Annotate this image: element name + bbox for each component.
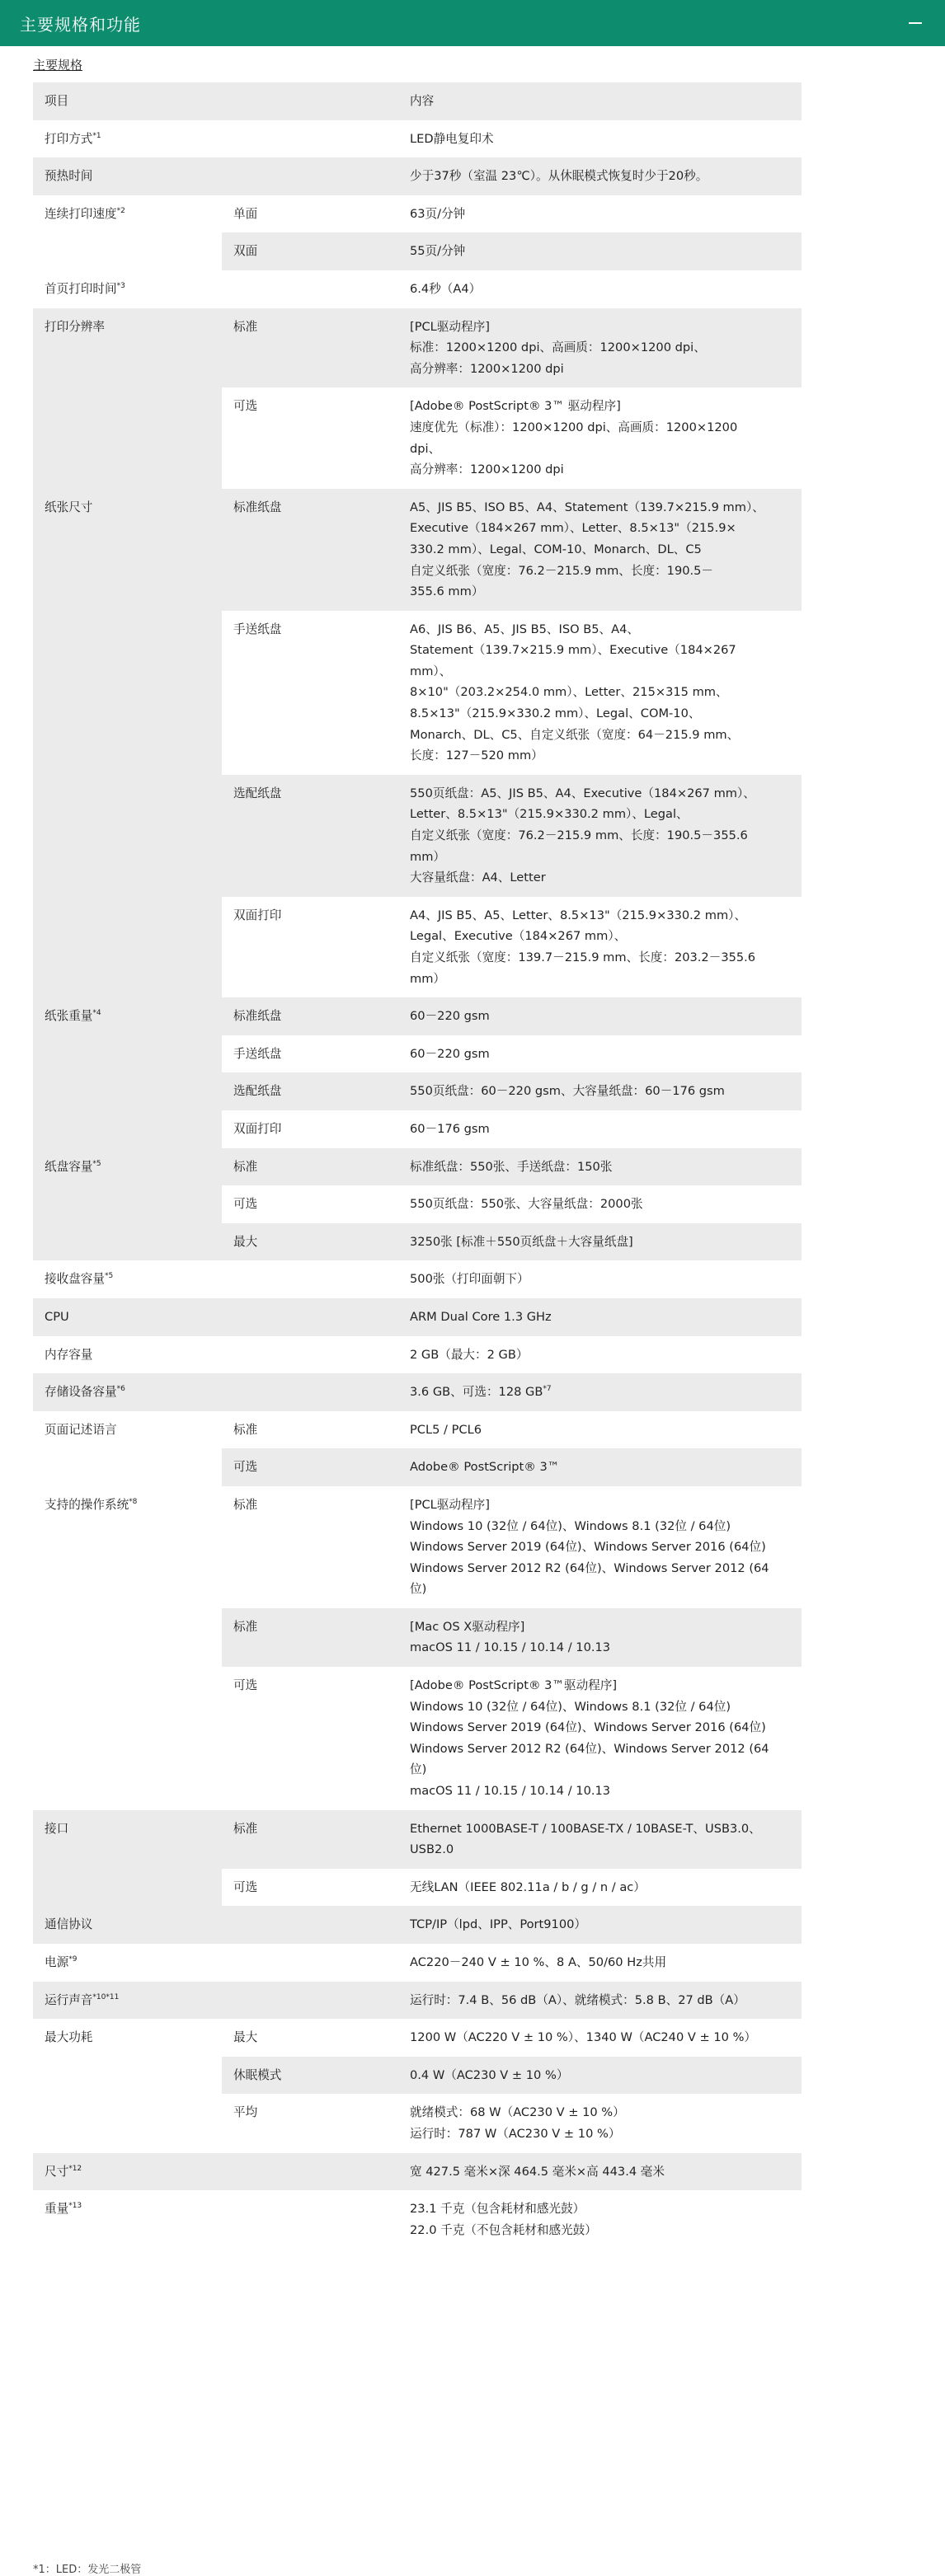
value-line: 宽 427.5 毫米×深 464.5 毫米×高 443.4 毫米 <box>410 2164 665 2179</box>
row-sublabel: 标准 <box>233 319 258 334</box>
row-value <box>398 489 802 611</box>
value-line: mm） <box>410 971 446 986</box>
row-sublabel: 单面 <box>233 206 258 221</box>
footnote-ref: *2 <box>116 206 125 215</box>
section-title: 主要规格和功能 <box>20 14 141 35</box>
row-label-text: 预热时间 <box>45 169 93 184</box>
table-row <box>33 775 802 897</box>
row-label <box>33 1336 222 1374</box>
value-line: 60－220 gsm <box>410 1009 490 1024</box>
row-label <box>33 2019 222 2057</box>
row-value <box>398 1608 802 1667</box>
row-value <box>398 1448 802 1486</box>
value-line: Ethernet 1000BASE-T / 100BASE-TX / 10BASE-T、USB3.0、 <box>410 1821 761 1836</box>
value-line: 运行时：787 W（AC230 V ± 10 %） <box>410 2126 621 2141</box>
footnote-ref: *5 <box>104 1272 114 1281</box>
value-line: 6.4秒（A4） <box>410 281 482 296</box>
row-value <box>398 1110 802 1148</box>
value-line: Legal、Executive（184×267 mm）、 <box>410 929 627 944</box>
value-line: 自定义纸张（宽度：76.2－215.9 mm、长度：190.5－ <box>410 563 714 578</box>
row-value <box>398 1260 802 1298</box>
row-sublabel: 双面 <box>233 244 258 259</box>
table-row <box>33 1110 802 1148</box>
row-sublabel: 标准 <box>233 1159 258 1174</box>
table-row <box>33 1906 802 1944</box>
table-row <box>33 997 802 1035</box>
row-label <box>33 308 222 388</box>
footnote-ref: *12 <box>68 2164 82 2173</box>
row-label <box>33 2190 222 2249</box>
row-sublabel: 手送纸盘 <box>233 622 282 636</box>
table-row <box>33 1035 802 1073</box>
row-label-text: 打印分辨率 <box>45 319 105 334</box>
table-row <box>33 1486 802 1608</box>
row-label-text: 支持的操作系统$^{*8}$ <box>45 1497 138 1512</box>
row-value <box>398 270 802 308</box>
value-line: macOS 11 / 10.15 / 10.14 / 10.13 <box>410 1640 611 1655</box>
row-sublabel: 可选 <box>233 1678 258 1693</box>
footnote-ref: *3 <box>116 282 125 291</box>
row-sublabel <box>222 157 398 195</box>
value-line: 550页纸盘：550张、大容量纸盘：2000张 <box>410 1197 643 1212</box>
row-label <box>33 1810 222 1869</box>
table-row <box>33 1944 802 1982</box>
table-row <box>33 1336 802 1374</box>
row-value <box>398 1869 802 1907</box>
row-label <box>33 1486 222 1608</box>
row-label <box>33 120 222 158</box>
table-row <box>33 195 802 233</box>
row-label <box>33 1608 222 1667</box>
value-line: USB2.0 <box>410 1842 454 1857</box>
row-value <box>398 1148 802 1186</box>
row-sublabel: 可选 <box>233 1879 258 1894</box>
row-value <box>398 1072 802 1110</box>
row-sublabel: 双面打印 <box>233 1121 282 1136</box>
table-row <box>33 1223 802 1261</box>
value-line: Windows Server 2019 (64位)、Windows Server 2016 (64位) <box>410 1540 766 1555</box>
value-line: 550页纸盘：60－220 gsm、大容量纸盘：60－176 gsm <box>410 1084 725 1099</box>
value-line: 8×10"（203.2×254.0 mm）、Letter、215×315 mm、 <box>410 685 728 700</box>
row-value <box>398 2153 802 2191</box>
table-row <box>33 2094 802 2152</box>
value-line: Adobe® PostScript® 3™ <box>410 1460 560 1475</box>
row-sublabel <box>222 1336 398 1374</box>
value-line: 高分辨率：1200×1200 dpi <box>410 361 564 376</box>
row-label-text: 纸张尺寸 <box>45 500 93 514</box>
row-value <box>398 1298 802 1336</box>
minus-icon[interactable] <box>907 15 924 31</box>
row-label <box>33 1035 222 1073</box>
row-value <box>398 195 802 233</box>
row-label <box>33 1148 222 1186</box>
table-row <box>33 1072 802 1110</box>
row-sublabel <box>222 2190 398 2249</box>
row-sublabel: 标准 <box>233 1497 258 1512</box>
row-value <box>398 1667 802 1810</box>
row-sublabel <box>222 1944 398 1982</box>
row-label-text: 电源$^{*9}$ <box>45 1955 78 1969</box>
value-line: LED静电复印术 <box>410 131 494 146</box>
value-line: 标准：1200×1200 dpi、高画质：1200×1200 dpi、 <box>410 340 706 355</box>
row-label-text: 尺寸$^{*12}$ <box>45 2164 82 2179</box>
row-value <box>398 2094 802 2152</box>
value-line: 自定义纸张（宽度：139.7－215.9 mm、长度：203.2－355.6 <box>410 950 756 964</box>
value-line: mm）、 <box>410 664 452 678</box>
row-sublabel <box>222 1373 398 1411</box>
value-line: 速度优先（标准）：1200×1200 dpi、高画质：1200×1200 <box>410 420 738 434</box>
value-line: 8.5×13"（215.9×330.2 mm）、Legal、COM-10、 <box>410 706 701 721</box>
value-line: 运行时：7.4 B、56 dB（A）、就绪模式：5.8 B、27 dB（A） <box>410 1992 745 2007</box>
row-label <box>33 1072 222 1110</box>
row-value <box>398 1486 802 1608</box>
row-label <box>33 489 222 611</box>
value-line: 550页纸盘：A5、JIS B5、A4、Executive（184×267 mm）、 <box>410 786 755 800</box>
row-value <box>398 1906 802 1944</box>
value-line: 就绪模式：68 W（AC230 V ± 10 %） <box>410 2105 625 2120</box>
row-value <box>398 1982 802 2020</box>
row-label <box>33 1298 222 1336</box>
value-line: A5、JIS B5、ISO B5、A4、Statement（139.7×215.9 mm）、 <box>410 500 764 514</box>
row-sublabel: 标准 <box>233 1619 258 1634</box>
value-line: 3.6 GB、可选：128 GB$^{*7}$ <box>410 1385 552 1400</box>
footnote-ref: *7 <box>543 1385 552 1394</box>
row-label <box>33 997 222 1035</box>
row-label <box>33 157 222 195</box>
row-label <box>33 2153 222 2191</box>
row-label <box>33 2057 222 2095</box>
row-value <box>398 611 802 775</box>
table-row <box>33 387 802 488</box>
row-label <box>33 1982 222 2020</box>
value-line: [Adobe® PostScript® 3™ 驱动程序] <box>410 399 621 414</box>
row-value <box>398 1944 802 1982</box>
row-label <box>33 1373 222 1411</box>
value-line: mm） <box>410 849 446 864</box>
value-line: 63页/分钟 <box>410 206 466 221</box>
row-sublabel: 手送纸盘 <box>233 1046 282 1061</box>
row-value <box>398 1810 802 1869</box>
footnote-ref: *10*11 <box>92 1992 120 2001</box>
row-value <box>398 308 802 388</box>
value-line: 大容量纸盘：A4、Letter <box>410 870 546 885</box>
value-line: A6、JIS B6、A5、JIS B5、ISO B5、A4、 <box>410 622 639 636</box>
row-sublabel: 可选 <box>233 1460 258 1475</box>
row-sublabel: 可选 <box>233 399 258 414</box>
row-label <box>33 195 222 233</box>
row-value <box>398 1223 802 1261</box>
row-sublabel <box>222 2153 398 2191</box>
table-row <box>33 1448 802 1486</box>
row-label <box>33 1906 222 1944</box>
row-label <box>33 1448 222 1486</box>
row-label-text: 纸盘容量$^{*5}$ <box>45 1159 101 1174</box>
row-label-text: 纸张重量$^{*4}$ <box>45 1009 101 1024</box>
value-line: [Mac OS X驱动程序] <box>410 1619 525 1634</box>
value-line: 60－176 gsm <box>410 1121 490 1136</box>
value-line: [PCL驱动程序] <box>410 1497 490 1512</box>
footnote-ref: *13 <box>68 2202 82 2211</box>
row-sublabel <box>222 1982 398 2020</box>
value-line: 1200 W（AC220 V ± 10 %）、1340 W（AC240 V ± 10 %） <box>410 2030 757 2045</box>
footnote-ref: *5 <box>92 1159 101 1168</box>
value-line: 0.4 W（AC230 V ± 10 %） <box>410 2067 569 2082</box>
row-label-text: 页面记述语言 <box>45 1422 117 1437</box>
table-row <box>33 2153 802 2191</box>
row-value <box>398 120 802 158</box>
value-line: Executive（184×267 mm）、Letter、8.5×13"（215.9× <box>410 521 736 536</box>
row-sublabel: 选配纸盘 <box>233 786 282 800</box>
row-value <box>398 1373 802 1411</box>
row-label <box>33 1110 222 1148</box>
header-content: 内容 <box>410 94 435 108</box>
row-value <box>398 2190 802 2249</box>
value-line: 高分辨率：1200×1200 dpi <box>410 462 564 477</box>
value-line: 60－220 gsm <box>410 1046 490 1061</box>
value-line: 少于37秒（室温 23℃）。从休眠模式恢复时少于20秒。 <box>410 169 708 184</box>
value-line: 自定义纸张（宽度：76.2－215.9 mm、长度：190.5－355.6 <box>410 828 748 843</box>
row-sublabel: 标准 <box>233 1422 258 1437</box>
row-value <box>398 897 802 997</box>
footnote: *1：LED：发光二极管 <box>33 2564 142 2576</box>
row-value <box>398 2057 802 2095</box>
table-row <box>33 2057 802 2095</box>
row-value <box>398 775 802 897</box>
row-label <box>33 897 222 997</box>
row-label-text: 运行声音$^{*10*11}$ <box>45 1992 120 2007</box>
value-line: 无线LAN（IEEE 802.11a / b / g / n / ac） <box>410 1879 646 1894</box>
row-label <box>33 1869 222 1907</box>
value-line: Windows Server 2019 (64位)、Windows Server 2016 (64位) <box>410 1720 766 1735</box>
value-line: [Adobe® PostScript® 3™驱动程序] <box>410 1678 618 1693</box>
row-sublabel <box>222 270 398 308</box>
value-line: 330.2 mm）、Legal、COM-10、Monarch、DL、C5 <box>410 542 702 556</box>
value-line: PCL5 / PCL6 <box>410 1422 482 1437</box>
row-label <box>33 1667 222 1810</box>
row-sublabel: 标准纸盘 <box>233 1009 282 1024</box>
row-label-text: 最大功耗 <box>45 2030 93 2045</box>
table-row <box>33 270 802 308</box>
value-line: 3250张 [标准＋550页纸盘＋大容量纸盘] <box>410 1234 633 1249</box>
row-sublabel: 可选 <box>233 1197 258 1212</box>
value-line: Monarch、DL、C5、自定义纸张（宽度：64－215.9 mm、 <box>410 727 740 742</box>
table-row <box>33 1260 802 1298</box>
value-line: Statement（139.7×215.9 mm）、Executive（184×267 <box>410 643 736 658</box>
row-label-text: CPU <box>45 1309 69 1324</box>
main-specs-link[interactable]: 主要规格 <box>33 58 83 73</box>
row-value <box>398 157 802 195</box>
table-row <box>33 1982 802 2020</box>
table-row <box>33 2019 802 2057</box>
value-line: 355.6 mm） <box>410 584 484 599</box>
table-row <box>33 489 802 611</box>
row-sublabel: 最大 <box>233 2030 258 2045</box>
table-row <box>33 1148 802 1186</box>
row-sublabel: 双面打印 <box>233 908 282 922</box>
value-line: 2 GB（最大：2 GB） <box>410 1347 529 1362</box>
footnote-ref: *1 <box>92 131 101 140</box>
value-line: macOS 11 / 10.15 / 10.14 / 10.13 <box>410 1784 611 1799</box>
section-header[interactable] <box>0 0 945 46</box>
row-label <box>33 1944 222 1982</box>
footnote-ref: *8 <box>129 1498 138 1507</box>
row-label-text: 重量$^{*13}$ <box>45 2202 82 2217</box>
value-line: Windows Server 2012 R2 (64位)、Windows Server 2012 (64 <box>410 1560 769 1575</box>
table-row <box>33 1608 802 1667</box>
table-row <box>33 1810 802 1869</box>
value-line: 55页/分钟 <box>410 244 466 259</box>
value-line: Windows 10 (32位 / 64位)、Windows 8.1 (32位 / 64位) <box>410 1699 731 1714</box>
row-label-text: 接收盘容量$^{*5}$ <box>45 1272 114 1287</box>
row-label-text: 打印方式$^{*1}$ <box>45 131 101 146</box>
footnote-ref: *4 <box>92 1009 101 1018</box>
table-row <box>33 1298 802 1336</box>
row-sublabel <box>222 1906 398 1944</box>
value-line: 23.1 千克（包含耗材和感光鼓） <box>410 2202 585 2217</box>
row-label <box>33 1223 222 1261</box>
value-line: 位) <box>410 1762 427 1777</box>
row-label <box>33 270 222 308</box>
row-value <box>398 1185 802 1223</box>
table-row <box>33 1185 802 1223</box>
table-row <box>33 897 802 997</box>
row-value <box>398 1336 802 1374</box>
row-sublabel: 选配纸盘 <box>233 1084 282 1099</box>
table-row <box>33 2190 802 2249</box>
header-spacer <box>222 82 398 120</box>
row-value <box>398 1035 802 1073</box>
row-value <box>398 2019 802 2057</box>
row-value <box>398 997 802 1035</box>
value-line: Letter、8.5×13"（215.9×330.2 mm）、Legal、 <box>410 807 689 822</box>
table-row <box>33 1869 802 1907</box>
row-sublabel: 休眠模式 <box>233 2067 282 2082</box>
value-line: [PCL驱动程序] <box>410 319 490 334</box>
row-label <box>33 1260 222 1298</box>
row-label-text: 内存容量 <box>45 1347 93 1362</box>
table-row <box>33 1667 802 1810</box>
row-label <box>33 232 222 270</box>
table-row <box>33 120 802 158</box>
row-sublabel <box>222 1260 398 1298</box>
value-line: dpi、 <box>410 441 441 456</box>
row-label-text: 连续打印速度$^{*2}$ <box>45 206 125 221</box>
table-row <box>33 308 802 388</box>
value-line: ARM Dual Core 1.3 GHz <box>410 1309 552 1324</box>
row-value <box>398 232 802 270</box>
footnote-ref: *9 <box>68 1955 78 1964</box>
row-value <box>398 387 802 488</box>
table-header-row <box>33 82 802 120</box>
row-sublabel: 标准 <box>233 1821 258 1836</box>
value-line: 500张（打印面朝下） <box>410 1272 529 1287</box>
table-row <box>33 1411 802 1449</box>
table-row <box>33 611 802 775</box>
header-item: 项目 <box>45 94 69 108</box>
table-row <box>33 232 802 270</box>
value-line: 长度：127－520 mm） <box>410 748 543 763</box>
value-line: Windows Server 2012 R2 (64位)、Windows Server 2012 (64 <box>410 1741 769 1756</box>
row-label-text: 接口 <box>45 1821 69 1836</box>
value-line: TCP/IP（lpd、IPP、Port9100） <box>410 1917 587 1932</box>
table-row <box>33 157 802 195</box>
value-line: 位) <box>410 1582 427 1597</box>
value-line: Windows 10 (32位 / 64位)、Windows 8.1 (32位 / 64位) <box>410 1518 731 1533</box>
value-line: AC220－240 V ± 10 %、8 A、50/60 Hz共用 <box>410 1955 667 1969</box>
row-label-text: 首页打印时间$^{*3}$ <box>45 281 125 296</box>
value-line: A4、JIS B5、A5、Letter、8.5×13"（215.9×330.2 mm）、 <box>410 908 747 922</box>
row-label <box>33 1185 222 1223</box>
row-sublabel: 标准纸盘 <box>233 500 282 514</box>
row-label <box>33 1411 222 1449</box>
row-sublabel <box>222 120 398 158</box>
row-value <box>398 1411 802 1449</box>
row-label-text: 存储设备容量$^{*6}$ <box>45 1385 125 1400</box>
table-row <box>33 1373 802 1411</box>
row-label-text: 通信协议 <box>45 1917 93 1932</box>
footnote-ref: *6 <box>116 1385 125 1394</box>
row-sublabel: 最大 <box>233 1234 258 1249</box>
row-label <box>33 2094 222 2152</box>
spec-table <box>33 82 802 2249</box>
row-sublabel <box>222 1298 398 1336</box>
value-line: 22.0 千克（不包含耗材和感光鼓） <box>410 2222 597 2237</box>
row-label <box>33 387 222 488</box>
row-sublabel: 平均 <box>233 2105 258 2120</box>
row-label <box>33 775 222 897</box>
row-label <box>33 611 222 775</box>
value-line: 标准纸盘：550张、手送纸盘：150张 <box>410 1159 613 1174</box>
